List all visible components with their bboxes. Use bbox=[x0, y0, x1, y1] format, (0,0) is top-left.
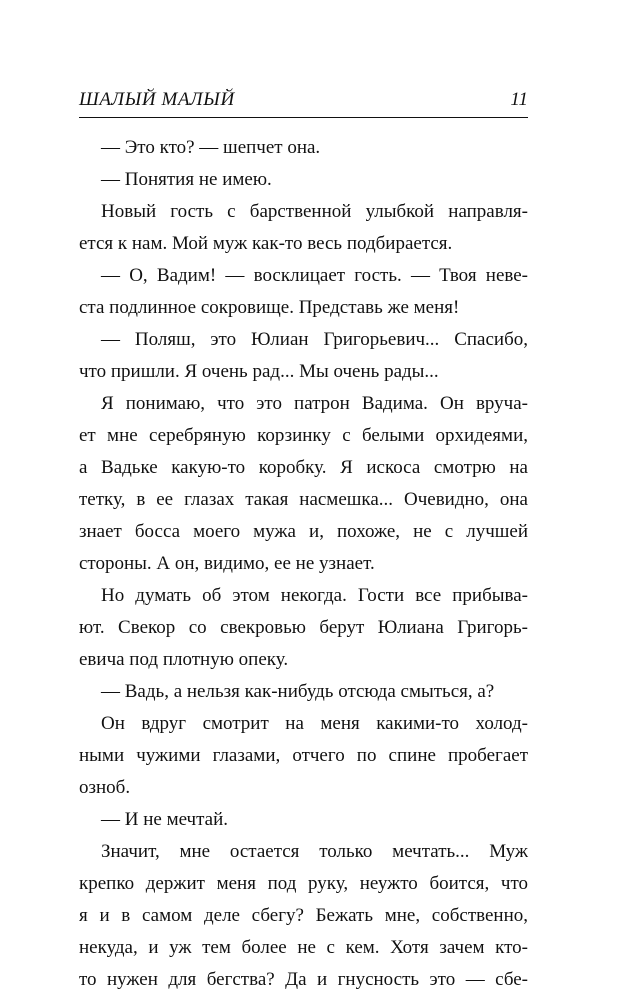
text-line: — Вадь, а нельзя как-нибудь отсюда смыться, а? bbox=[101, 681, 495, 702]
page-number: 11 bbox=[510, 89, 528, 110]
text-line: — Это кто? — шепчет она. bbox=[101, 137, 321, 158]
text-line: знает босса моего мужа и, похоже, не с лучшей bbox=[79, 521, 528, 542]
text-line: — И не мечтай. bbox=[101, 809, 228, 830]
text-line: я и в самом деле сбегу? Бежать мне, собственно, bbox=[79, 905, 528, 926]
running-title: ШАЛЫЙ МАЛЫЙ bbox=[79, 89, 235, 110]
text-line: — О, Вадим! — восклицает гость. — Твоя неве- bbox=[101, 265, 528, 286]
text-line: тетку, в ее глазах такая насмешка... Очевидно, она bbox=[79, 489, 528, 510]
text-line: крепко держит меня под руку, неужто боится, что bbox=[79, 873, 528, 894]
text-line: а Вадьке какую-то коробку. Я искоса смотрю на bbox=[79, 457, 528, 478]
page-header bbox=[79, 86, 528, 118]
text-line: Я понимаю, что это патрон Вадима. Он вруча- bbox=[101, 393, 528, 414]
text-line: озноб. bbox=[79, 777, 131, 798]
text-line: ется к нам. Мой муж как-то весь подбирается. bbox=[79, 233, 453, 254]
text-line: евича под плотную опеку. bbox=[79, 649, 289, 670]
text-line: ста подлинное сокровище. Представь же меня! bbox=[79, 297, 460, 318]
text-line: то нужен для бегства? Да и гнусность это — сбе- bbox=[79, 969, 528, 990]
text-line: Но думать об этом некогда. Гости все прибыва- bbox=[101, 585, 528, 606]
text-line: Новый гость с барственной улыбкой направля- bbox=[101, 201, 528, 222]
text-line: — Понятия не имею. bbox=[101, 169, 272, 190]
text-line: ет мне серебряную корзинку с белыми орхидеями, bbox=[79, 425, 528, 446]
text-line: — Поляш, это Юлиан Григорьевич... Спасибо, bbox=[101, 329, 528, 350]
text-line: Значит, мне остается только мечтать... Муж bbox=[101, 841, 528, 862]
body-text bbox=[79, 132, 528, 996]
text-line: что пришли. Я очень рад... Мы очень рады... bbox=[79, 361, 439, 382]
text-line: стороны. А он, видимо, ее не узнает. bbox=[79, 553, 375, 574]
text-line: Он вдруг смотрит на меня какими-то холод- bbox=[101, 713, 528, 734]
text-line: ют. Свекор со свекровью берут Юлиана Григорь- bbox=[79, 617, 528, 638]
text-line: некуда, и уж тем более не с кем. Хотя зачем кто- bbox=[79, 937, 528, 958]
text-line: ными чужими глазами, отчего по спине пробегает bbox=[79, 745, 528, 766]
